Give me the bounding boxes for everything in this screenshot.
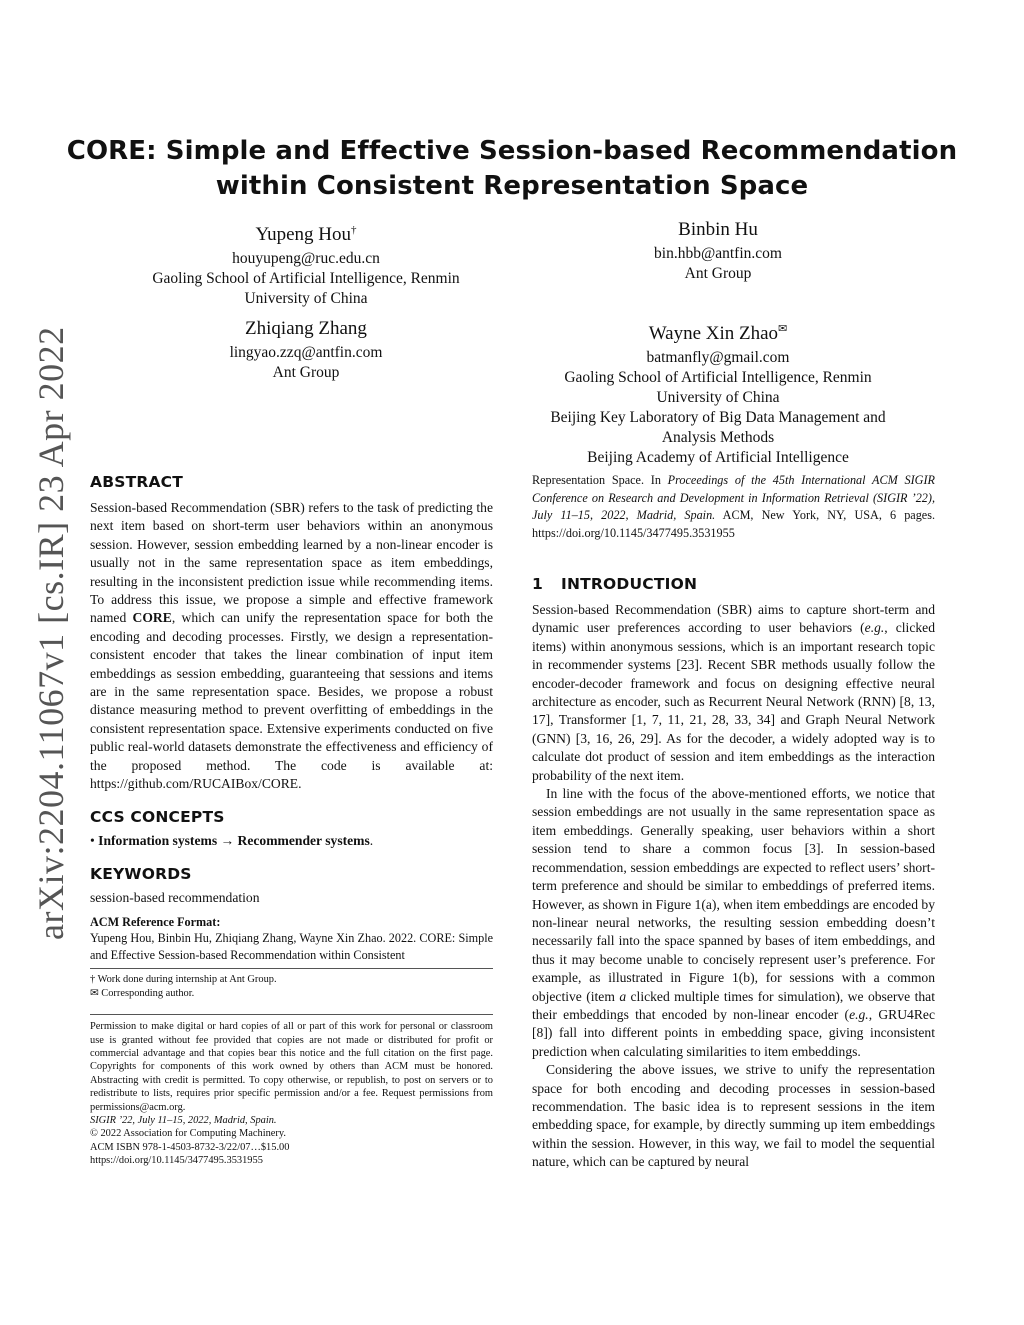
author-email: lingyao.zzq@antfin.com: [229, 344, 383, 361]
ccs-heading: CCS CONCEPTS: [90, 807, 225, 826]
copyright-line: © 2022 Association for Computing Machinery.: [90, 1128, 286, 1140]
author-affiliation: University of China: [244, 290, 368, 307]
author-affiliation: Analysis Methods: [661, 429, 775, 446]
keywords-heading: KEYWORDS: [90, 864, 192, 883]
author-affiliation: Gaoling School of Artificial Intelligence, Renmin: [152, 270, 460, 287]
footnote-rule: [90, 968, 493, 969]
introduction-heading: 1 INTRODUCTION: [532, 575, 698, 593]
author-affiliation: University of China: [656, 389, 780, 406]
section-number: 1: [532, 575, 543, 593]
author-email: houyupeng@ruc.edu.cn: [232, 250, 380, 267]
intro-paragraph-1: Session-based Recommendation (SBR) aims to capture short-term and dynamic user preferences according to user behaviors (e.g., clicked items) within anonymous sessions, which is an important research topic in recommender systems [23]. Recent SBR methods usually follow the encoder-decoder framework and focus on designing effective neural architecture as encoder, such as Recurrent Neural Network (RNN) [8, 13, 17], Transformer [1, 7, 11, 21, 28, 33, 34] and Graph Neural Network (GNN) [3, 16, 26, 29]. As for the decoder, a widely adopted way is to calculate dot product of session and item embeddings as the interaction probability of the next item.: [532, 602, 935, 783]
author-email: bin.hbb@antfin.com: [654, 245, 782, 262]
author-affiliation: Ant Group: [684, 265, 752, 282]
author-affiliation: Beijing Key Laboratory of Big Data Management and: [550, 409, 886, 426]
author-name: Binbin Hu: [678, 219, 758, 240]
author-block-hu: [512, 218, 924, 284]
abstract-heading: ABSTRACT: [90, 473, 184, 491]
acm-reference-text: Yupeng Hou, Binbin Hu, Zhiqiang Zhang, Wayne Xin Zhao. 2022. CORE: Simple and Effective Session-based Recommendation within Consistent: [90, 931, 493, 963]
author-mark-dagger: †: [351, 224, 357, 236]
venue-line: SIGIR ’22, July 11–15, 2022, Madrid, Spain.: [90, 1114, 277, 1126]
title-line-1: CORE: Simple and Effective Session-based Recommendation: [66, 136, 958, 166]
author-name: Wayne Xin Zhao: [648, 323, 779, 344]
permission-rule: [90, 1014, 493, 1015]
author-block-zhao: [512, 317, 924, 468]
author-affiliation: Gaoling School of Artificial Intelligence, Renmin: [564, 369, 872, 386]
title-line-2: within Consistent Representation Space: [215, 171, 809, 201]
left-column: [90, 472, 493, 1168]
acm-reference-continued: Representation Space. In Proceedings of the 45th International ACM SIGIR Conference on Research and Development in Information Retrieval (SIGIR ’22), July 11–15, 2022, Madrid, Spain. ACM, New York, NY, USA, 6 pages. https://doi.org/10.1145/3477495.3531955: [532, 473, 936, 540]
author-email: batmanfly@gmail.com: [646, 349, 790, 366]
arrow-icon: →: [220, 832, 235, 848]
author-name: Yupeng Hou: [255, 224, 352, 245]
right-column: [532, 472, 935, 1172]
permission-notice: Permission to make digital or hard copies of all or part of this work for personal or classroom use is granted without fee provided that copies are not made or distributed for profit or commercial advantage and that copies bear this notice and the full citation on the first page. Copyrights for components of this work owned by others than ACM must be honored. Abstracting with credit is permitted. To copy otherwise, or republish, to post on servers or to redistribute to lists, requires prior specific permission and/or a fee. Request permissions from permissions@acm.org.: [90, 1021, 493, 1113]
author-affiliation: Ant Group: [272, 364, 340, 381]
intro-paragraph-3: Considering the above issues, we strive to unify the representation space for both encoding and decoding processes in session-based recommendation. The basic idea is to represent sessions in the item embedding space, for example, by directly summing up item embeddings within the session. However, in this way, we fail to model the sequential nature, which can be captured by neural: [532, 1062, 935, 1170]
author-block-zhang: [100, 317, 512, 383]
isbn-line: ACM ISBN 978-1-4503-8732-3/22/07…$15.00: [90, 1141, 290, 1153]
author-block-hou: [100, 218, 512, 309]
author-affiliation: Beijing Academy of Artificial Intelligence: [587, 449, 849, 466]
footnote-corresponding: ✉ Corresponding author.: [90, 987, 195, 999]
paper-title: [0, 134, 1024, 204]
ccs-concepts: • Information systems → Recommender systems.: [90, 832, 374, 848]
author-name: Zhiqiang Zhang: [245, 318, 367, 339]
intro-paragraph-2: In line with the focus of the above-mentioned efforts, we notice that session embeddings are not usually in the same representation space as item embeddings. Generally speaking, user behaviors within a short session tend to share a common focus [3]. In session-based recommendation, session embeddings are expected to reflect users’ short-term preference and should be similar to embeddings of preferred items. However, as shown in Figure 1(a), when item embeddings are encoded by non-linear neural networks, the resulting session embedding doesn’t necessarily fall into the space spanned by bases of item embeddings, and thus it may become unable to concisely represent user’s preference. For example, as illustrated in Figure 1(b), for sessions with a common objective (item a clicked multiple times for simulation), we observe that their embeddings that encoded by non-linear encoder (e.g., GRU4Rec [8]) fall into different points in embedding space, giving inconsistent prediction when calculating similarities to item embeddings.: [532, 786, 935, 1059]
envelope-icon: ✉: [778, 323, 788, 335]
abstract-text: Session-based Recommendation (SBR) refers to the task of predicting the next item based on short-term user behaviors within an anonymous session. However, session embedding learned by a non-linear encoder is usually not in the same representation space as item embeddings, resulting in the inconsistent prediction issue while recommending items. To address this issue, we propose a simple and effective framework named CORE, which can unify the representation space for both the encoding and decoding processes. Firstly, we design a representation-consistent encoder that takes the linear combination of input item embeddings as session embedding, guaranteeing that sessions and items are in the same representation space. Besides, we propose a robust distance measuring method to prevent overfitting of embeddings in the consistent representation space. Extensive experiments conducted on five public real-world datasets demonstrate the effectiveness and efficiency of the proposed method. The code is available at: https://github.com/RUCAIBox/CORE.: [90, 500, 493, 792]
arxiv-identifier: arXiv:2204.11067v1 [cs.IR] 23 Apr 2022: [31, 326, 71, 940]
doi-line: https://doi.org/10.1145/3477495.3531955: [90, 1155, 263, 1167]
acm-reference-heading: ACM Reference Format:: [90, 915, 221, 930]
footnote-internship: † Work done during internship at Ant Group.: [90, 974, 277, 986]
framework-name: CORE: [132, 610, 172, 626]
keywords-text: session-based recommendation: [90, 889, 260, 905]
